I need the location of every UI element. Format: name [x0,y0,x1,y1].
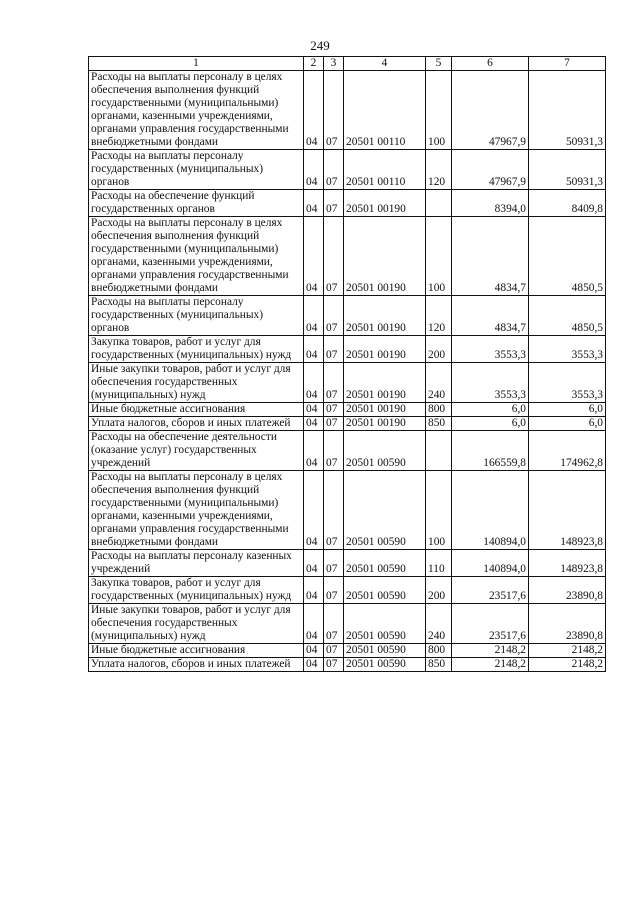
table-row [89,417,606,431]
amount-col-6: 23517,6 [452,604,529,644]
amount-col-7: 6,0 [529,403,606,417]
section-code: 04 [304,471,324,550]
target-article-code: 20501 00190 [344,190,426,217]
subsection-code: 07 [324,658,344,672]
table-row [89,150,606,190]
target-article-code: 20501 00110 [344,71,426,150]
section-code: 04 [304,190,324,217]
expense-name: Расходы на выплаты персоналу казенных учреждений [89,550,304,577]
amount-col-7: 23890,8 [529,577,606,604]
target-article-code: 20501 00190 [344,217,426,296]
amount-col-6: 3553,3 [452,336,529,363]
target-article-code: 20501 00190 [344,336,426,363]
expense-type-code: 120 [426,150,452,190]
table-header-row [89,57,606,71]
expense-name: Расходы на выплаты персоналу в целях обеспечения выполнения функций государственными (муниципальными) органами, казенными учреждениями, органами управления государственными внебюджетными фондами [89,471,304,550]
amount-col-6: 8394,0 [452,190,529,217]
expense-name: Расходы на выплаты персоналу в целях обеспечения выполнения функций государственными (муниципальными) органами, казенными учреждениями, органами управления государственными внебюджетными фондами [89,217,304,296]
section-code: 04 [304,296,324,336]
target-article-code: 20501 00590 [344,604,426,644]
table-row [89,217,606,296]
section-code: 04 [304,417,324,431]
target-article-code: 20501 00190 [344,363,426,403]
table-row [89,604,606,644]
subsection-code: 07 [324,471,344,550]
expense-name: Расходы на выплаты персоналу государственных (муниципальных) органов [89,150,304,190]
expense-type-code: 240 [426,604,452,644]
section-code: 04 [304,363,324,403]
amount-col-7: 2148,2 [529,658,606,672]
header-col-6: 6 [452,57,529,71]
expense-type-code: 800 [426,403,452,417]
expense-type-code: 800 [426,644,452,658]
section-code: 04 [304,644,324,658]
expense-type-code: 100 [426,71,452,150]
amount-col-6: 47967,9 [452,71,529,150]
amount-col-7: 6,0 [529,417,606,431]
amount-col-6: 3553,3 [452,363,529,403]
table-row [89,431,606,471]
target-article-code: 20501 00190 [344,296,426,336]
expense-name: Иные закупки товаров, работ и услуг для обеспечения государственных (муниципальных) нужд [89,363,304,403]
header-col-3: 3 [324,57,344,71]
expense-type-code: 120 [426,296,452,336]
subsection-code: 07 [324,577,344,604]
subsection-code: 07 [324,71,344,150]
expense-name: Иные закупки товаров, работ и услуг для обеспечения государственных (муниципальных) нужд [89,604,304,644]
amount-col-7: 2148,2 [529,644,606,658]
section-code: 04 [304,658,324,672]
header-col-5: 5 [426,57,452,71]
target-article-code: 20501 00590 [344,658,426,672]
expense-type-code [426,431,452,471]
amount-col-6: 47967,9 [452,150,529,190]
amount-col-7: 8409,8 [529,190,606,217]
table-row [89,336,606,363]
expense-name: Расходы на обеспечение деятельности (оказание услуг) государственных учреждений [89,431,304,471]
expense-type-code: 100 [426,471,452,550]
page-number: 249 [310,38,330,53]
target-article-code: 20501 00190 [344,417,426,431]
expense-name: Уплата налогов, сборов и иных платежей [89,658,304,672]
amount-col-7: 50931,3 [529,150,606,190]
header-col-7: 7 [529,57,606,71]
table-row [89,658,606,672]
expense-name: Расходы на обеспечение функций государственных органов [89,190,304,217]
subsection-code: 07 [324,336,344,363]
expense-name: Уплата налогов, сборов и иных платежей [89,417,304,431]
amount-col-7: 3553,3 [529,336,606,363]
expense-name: Иные бюджетные ассигнования [89,403,304,417]
budget-table [88,56,606,672]
expense-name: Закупка товаров, работ и услуг для государственных (муниципальных) нужд [89,577,304,604]
section-code: 04 [304,71,324,150]
target-article-code: 20501 00590 [344,644,426,658]
amount-col-7: 3553,3 [529,363,606,403]
target-article-code: 20501 00110 [344,150,426,190]
target-article-code: 20501 00590 [344,550,426,577]
table-row [89,363,606,403]
subsection-code: 07 [324,604,344,644]
amount-col-6: 2148,2 [452,644,529,658]
target-article-code: 20501 00190 [344,403,426,417]
amount-col-7: 23890,8 [529,604,606,644]
expense-type-code: 200 [426,336,452,363]
table-row [89,550,606,577]
expense-type-code: 200 [426,577,452,604]
table-row [89,71,606,150]
expense-type-code [426,190,452,217]
amount-col-6: 4834,7 [452,296,529,336]
amount-col-7: 4850,5 [529,296,606,336]
amount-col-6: 140894,0 [452,550,529,577]
table-row [89,403,606,417]
subsection-code: 07 [324,190,344,217]
subsection-code: 07 [324,296,344,336]
expense-name: Закупка товаров, работ и услуг для государственных (муниципальных) нужд [89,336,304,363]
table-row [89,471,606,550]
header-col-4: 4 [344,57,426,71]
amount-col-7: 50931,3 [529,71,606,150]
header-col-2: 2 [304,57,324,71]
expense-name: Расходы на выплаты персоналу государственных (муниципальных) органов [89,296,304,336]
amount-col-7: 4850,5 [529,217,606,296]
table-row [89,190,606,217]
expense-name: Иные бюджетные ассигнования [89,644,304,658]
subsection-code: 07 [324,403,344,417]
subsection-code: 07 [324,431,344,471]
amount-col-6: 166559,8 [452,431,529,471]
target-article-code: 20501 00590 [344,471,426,550]
section-code: 04 [304,577,324,604]
subsection-code: 07 [324,150,344,190]
section-code: 04 [304,550,324,577]
amount-col-6: 4834,7 [452,217,529,296]
table-row [89,644,606,658]
expense-type-code: 240 [426,363,452,403]
amount-col-7: 148923,8 [529,471,606,550]
section-code: 04 [304,150,324,190]
amount-col-6: 23517,6 [452,577,529,604]
section-code: 04 [304,336,324,363]
expense-type-code: 850 [426,417,452,431]
section-code: 04 [304,604,324,644]
amount-col-6: 6,0 [452,417,529,431]
amount-col-7: 174962,8 [529,431,606,471]
expense-type-code: 850 [426,658,452,672]
table-row [89,296,606,336]
expense-type-code: 110 [426,550,452,577]
amount-col-6: 2148,2 [452,658,529,672]
subsection-code: 07 [324,550,344,577]
amount-col-7: 148923,8 [529,550,606,577]
target-article-code: 20501 00590 [344,431,426,471]
amount-col-6: 6,0 [452,403,529,417]
section-code: 04 [304,403,324,417]
section-code: 04 [304,431,324,471]
target-article-code: 20501 00590 [344,577,426,604]
subsection-code: 07 [324,417,344,431]
subsection-code: 07 [324,217,344,296]
expense-type-code: 100 [426,217,452,296]
section-code: 04 [304,217,324,296]
subsection-code: 07 [324,363,344,403]
header-col-1: 1 [89,57,304,71]
amount-col-6: 140894,0 [452,471,529,550]
subsection-code: 07 [324,644,344,658]
table-row [89,577,606,604]
expense-name: Расходы на выплаты персоналу в целях обеспечения выполнения функций государственными (муниципальными) органами, казенными учреждениями, органами управления государственными внебюджетными фондами [89,71,304,150]
